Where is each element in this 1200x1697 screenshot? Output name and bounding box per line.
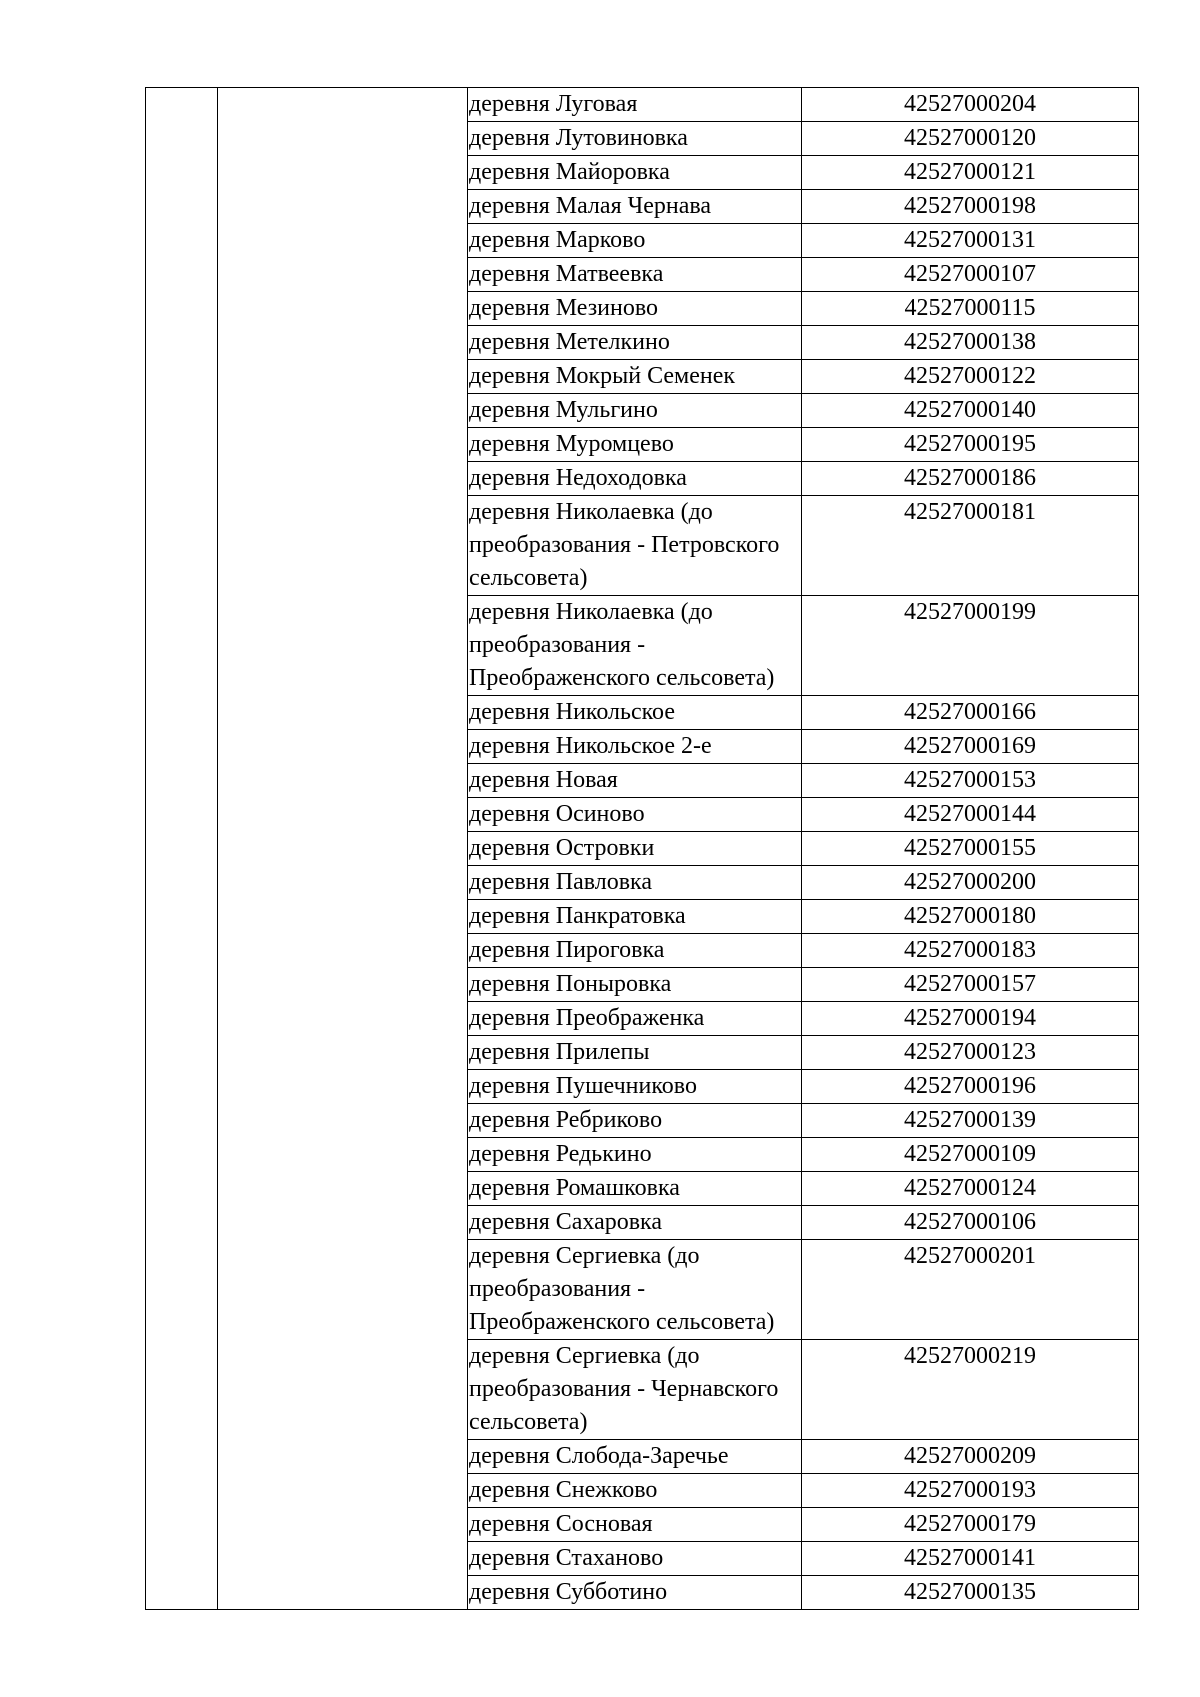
settlement-name-cell: деревня Слобода-Заречье bbox=[468, 1440, 802, 1474]
settlement-name-cell: деревня Стаханово bbox=[468, 1542, 802, 1576]
oktmo-code-cell: 42527000138 bbox=[802, 326, 1139, 360]
settlement-name-cell: деревня Сосновая bbox=[468, 1508, 802, 1542]
oktmo-code-cell: 42527000209 bbox=[802, 1440, 1139, 1474]
oktmo-code-cell: 42527000155 bbox=[802, 832, 1139, 866]
settlement-name-cell: деревня Николаевка (до преобразования - Преображенского сельсовета) bbox=[468, 596, 802, 696]
oktmo-code-cell: 42527000140 bbox=[802, 394, 1139, 428]
settlement-name-cell: деревня Никольское bbox=[468, 696, 802, 730]
settlement-name-cell: деревня Метелкино bbox=[468, 326, 802, 360]
settlement-name-cell: деревня Николаевка (до преобразования - Петровского сельсовета) bbox=[468, 496, 802, 596]
settlement-name-cell: деревня Мокрый Семенек bbox=[468, 360, 802, 394]
settlement-codes-table bbox=[145, 87, 1139, 1610]
oktmo-code-cell: 42527000107 bbox=[802, 258, 1139, 292]
oktmo-code-cell: 42527000181 bbox=[802, 496, 1139, 596]
table-body bbox=[146, 88, 1139, 1610]
settlement-name-cell: деревня Новая bbox=[468, 764, 802, 798]
settlement-name-cell: деревня Недоходовка bbox=[468, 462, 802, 496]
settlement-name-cell: деревня Пироговка bbox=[468, 934, 802, 968]
oktmo-code-cell: 42527000123 bbox=[802, 1036, 1139, 1070]
oktmo-code-cell: 42527000120 bbox=[802, 122, 1139, 156]
oktmo-code-cell: 42527000115 bbox=[802, 292, 1139, 326]
settlement-name-cell: деревня Сергиевка (до преобразования - Чернавского сельсовета) bbox=[468, 1340, 802, 1440]
settlement-name-cell: деревня Ромашковка bbox=[468, 1172, 802, 1206]
oktmo-code-cell: 42527000124 bbox=[802, 1172, 1139, 1206]
oktmo-code-cell: 42527000122 bbox=[802, 360, 1139, 394]
oktmo-code-cell: 42527000121 bbox=[802, 156, 1139, 190]
settlement-name-cell: деревня Мульгино bbox=[468, 394, 802, 428]
settlement-name-cell: деревня Муромцево bbox=[468, 428, 802, 462]
settlement-name-cell: деревня Снежково bbox=[468, 1474, 802, 1508]
oktmo-code-cell: 42527000139 bbox=[802, 1104, 1139, 1138]
oktmo-code-cell: 42527000199 bbox=[802, 596, 1139, 696]
oktmo-code-cell: 42527000201 bbox=[802, 1240, 1139, 1340]
settlement-name-cell: деревня Матвеевка bbox=[468, 258, 802, 292]
oktmo-code-cell: 42527000141 bbox=[802, 1542, 1139, 1576]
settlement-name-cell: деревня Сергиевка (до преобразования - Преображенского сельсовета) bbox=[468, 1240, 802, 1340]
table-row bbox=[146, 88, 1139, 122]
settlement-name-cell: деревня Ребриково bbox=[468, 1104, 802, 1138]
oktmo-code-cell: 42527000204 bbox=[802, 88, 1139, 122]
oktmo-code-cell: 42527000195 bbox=[802, 428, 1139, 462]
oktmo-code-cell: 42527000106 bbox=[802, 1206, 1139, 1240]
oktmo-code-cell: 42527000169 bbox=[802, 730, 1139, 764]
oktmo-code-cell: 42527000131 bbox=[802, 224, 1139, 258]
municipality-cell bbox=[218, 88, 468, 1610]
oktmo-code-cell: 42527000109 bbox=[802, 1138, 1139, 1172]
oktmo-code-cell: 42527000196 bbox=[802, 1070, 1139, 1104]
oktmo-code-cell: 42527000200 bbox=[802, 866, 1139, 900]
oktmo-code-cell: 42527000166 bbox=[802, 696, 1139, 730]
oktmo-code-cell: 42527000157 bbox=[802, 968, 1139, 1002]
oktmo-code-cell: 42527000153 bbox=[802, 764, 1139, 798]
settlement-name-cell: деревня Малая Чернава bbox=[468, 190, 802, 224]
oktmo-code-cell: 42527000180 bbox=[802, 900, 1139, 934]
index-cell bbox=[146, 88, 218, 1610]
oktmo-code-cell: 42527000193 bbox=[802, 1474, 1139, 1508]
settlement-name-cell: деревня Осиново bbox=[468, 798, 802, 832]
settlement-name-cell: деревня Марково bbox=[468, 224, 802, 258]
settlement-name-cell: деревня Редькино bbox=[468, 1138, 802, 1172]
settlement-name-cell: деревня Панкратовка bbox=[468, 900, 802, 934]
oktmo-code-cell: 42527000179 bbox=[802, 1508, 1139, 1542]
settlement-name-cell: деревня Майоровка bbox=[468, 156, 802, 190]
oktmo-code-cell: 42527000144 bbox=[802, 798, 1139, 832]
oktmo-code-cell: 42527000194 bbox=[802, 1002, 1139, 1036]
oktmo-code-cell: 42527000198 bbox=[802, 190, 1139, 224]
settlement-name-cell: деревня Островки bbox=[468, 832, 802, 866]
settlement-name-cell: деревня Луговая bbox=[468, 88, 802, 122]
settlement-name-cell: деревня Сахаровка bbox=[468, 1206, 802, 1240]
settlement-name-cell: деревня Пушечниково bbox=[468, 1070, 802, 1104]
settlement-name-cell: деревня Павловка bbox=[468, 866, 802, 900]
oktmo-code-cell: 42527000135 bbox=[802, 1576, 1139, 1610]
settlement-name-cell: деревня Никольское 2-е bbox=[468, 730, 802, 764]
settlement-name-cell: деревня Лутовиновка bbox=[468, 122, 802, 156]
settlement-name-cell: деревня Субботино bbox=[468, 1576, 802, 1610]
oktmo-code-cell: 42527000183 bbox=[802, 934, 1139, 968]
settlement-name-cell: деревня Преображенка bbox=[468, 1002, 802, 1036]
settlement-name-cell: деревня Мезиново bbox=[468, 292, 802, 326]
settlement-name-cell: деревня Прилепы bbox=[468, 1036, 802, 1070]
oktmo-code-cell: 42527000186 bbox=[802, 462, 1139, 496]
settlement-name-cell: деревня Поныровка bbox=[468, 968, 802, 1002]
oktmo-code-cell: 42527000219 bbox=[802, 1340, 1139, 1440]
